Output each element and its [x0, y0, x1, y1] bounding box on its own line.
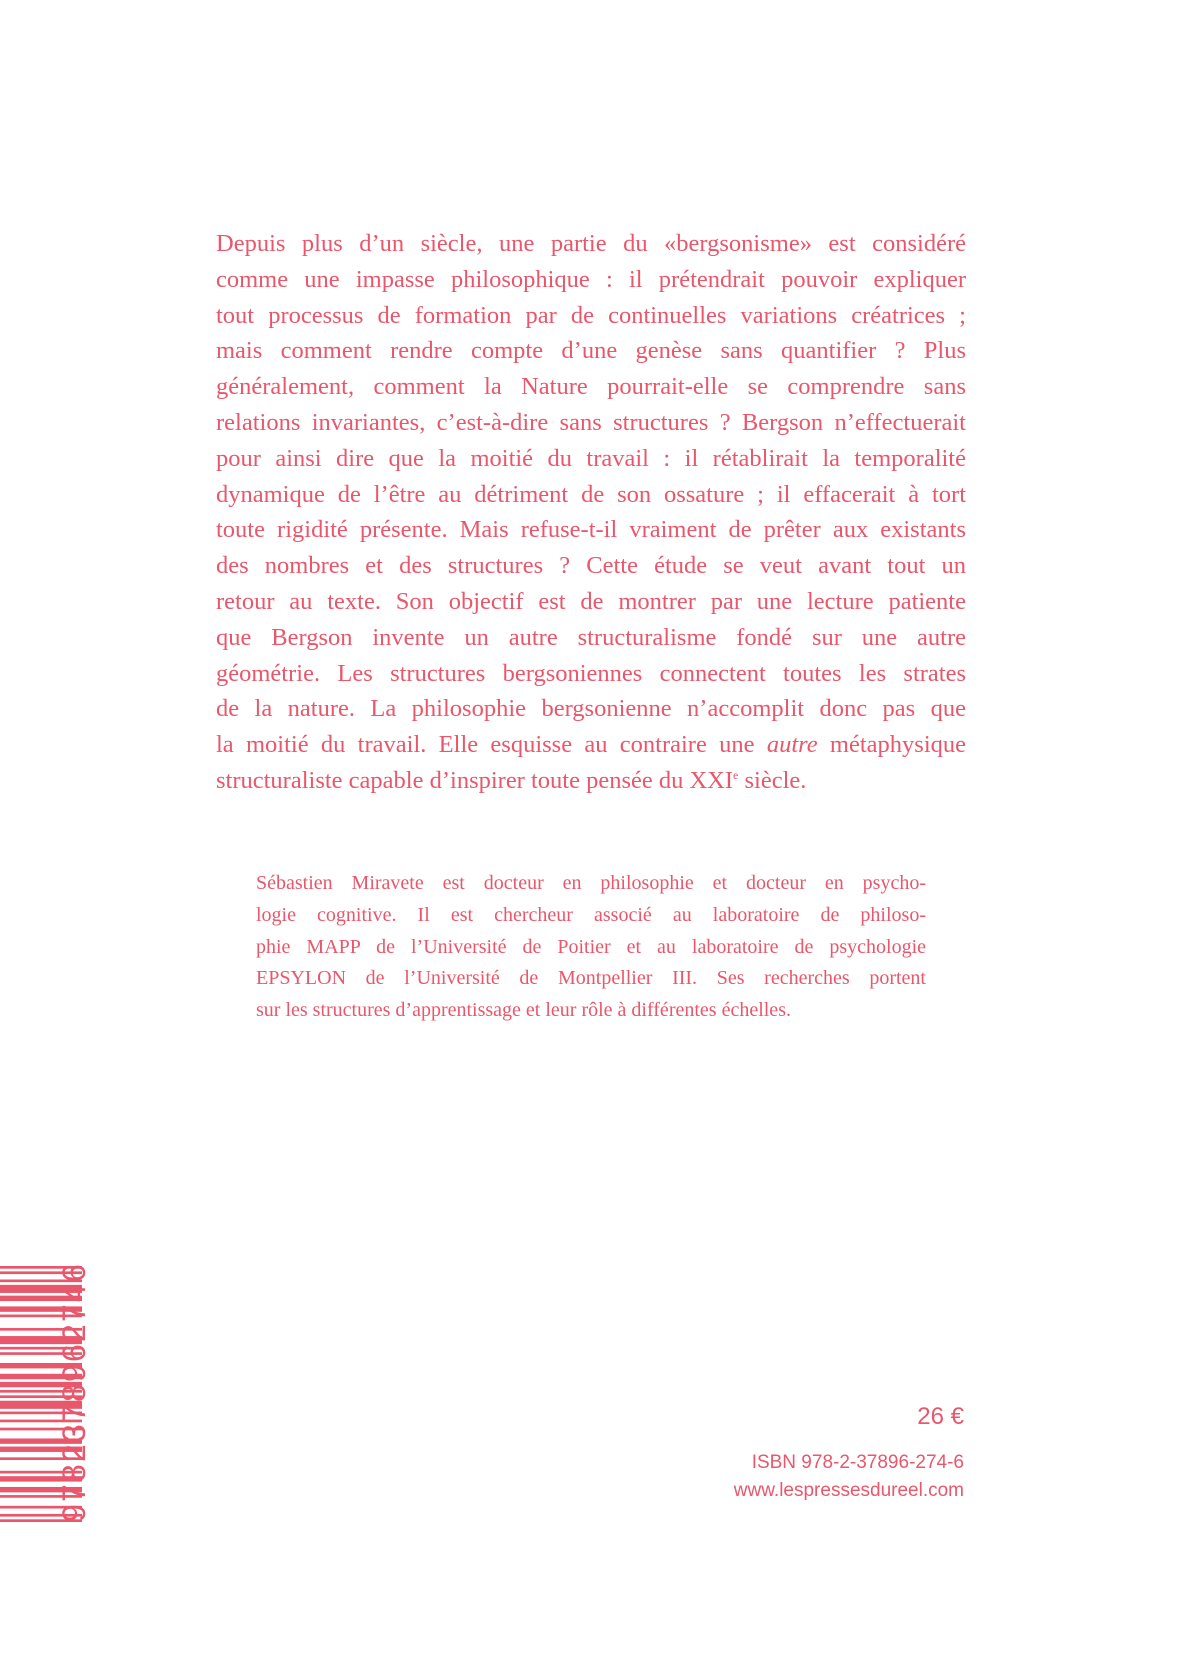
bio-line: EPSYLON de l’Université de Montpellier III. Ses recherches portent	[256, 967, 926, 990]
barcode-digits: 9782378962746	[56, 1262, 92, 1522]
bio-line: sur les structures d’apprentissage et leur rôle à différentes échelles.	[256, 999, 791, 1022]
bio-line: logie cognitive. Il est chercheur associé au laboratoire de philoso-	[256, 903, 926, 926]
summary-line: de la nature. La philosophie bergsonienne n’accomplit donc pas que	[216, 695, 966, 723]
back-cover-summary	[216, 226, 966, 799]
summary-line: relations invariantes, c’est-à-dire sans structures ? Bergson n’effectuerait	[216, 408, 966, 436]
summary-line: tout processus de formation par de continuelles variations créatrices ;	[216, 301, 966, 329]
summary-text: structuraliste capable d’inspirer toute pensée du XXI	[216, 766, 734, 794]
summary-line: Depuis plus d’un siècle, une partie du «bergsonisme» est considéré	[216, 230, 966, 257]
summary-line: pour ainsi dire que la moitié du travail : il rétablirait la temporalité	[216, 444, 966, 472]
summary-line: dynamique de l’être au détriment de son ossature ; il effacerait à tort	[216, 480, 966, 508]
isbn: ISBN 978-2-37896-274-6	[751, 1452, 964, 1473]
summary-line: mais comment rendre compte d’une genèse sans quantifier ? Plus	[216, 337, 966, 365]
price: 26 €	[917, 1403, 964, 1430]
bio-line: Sébastien Miravete est docteur en philosophie et docteur en psycho-	[256, 872, 926, 894]
summary-italic-word: autre	[766, 731, 818, 759]
summary-line	[216, 727, 966, 763]
summary-line: généralement, comment la Nature pourrait-elle se comprendre sans	[216, 373, 966, 401]
summary-line: comme une impasse philosophique : il prétendrait pouvoir expliquer	[216, 265, 966, 293]
summary-line: toute rigidité présente. Mais refuse-t-il vraiment de prêter aux existants	[216, 516, 966, 544]
summary-line: que Bergson invente un autre structuralisme fondé sur une autre	[216, 623, 966, 651]
century-superscript: e	[733, 767, 739, 782]
summary-line: retour au texte. Son objectif est de montrer par une lecture patiente	[216, 587, 966, 615]
summary-line	[216, 763, 966, 799]
publisher-website[interactable]: www.lespressesdureel.com	[733, 1480, 964, 1501]
bio-line: phie MAPP de l’Université de Poitier et au laboratoire de psychologie	[256, 935, 926, 958]
summary-line: géométrie. Les structures bergsoniennes connectent toutes les strates	[216, 659, 966, 687]
summary-text: siècle.	[738, 766, 807, 794]
summary-text: la moitié du travail. Elle esquisse au contraire une	[216, 731, 755, 759]
author-bio	[256, 868, 926, 1027]
summary-text: métaphysique	[829, 731, 966, 759]
summary-line: des nombres et des structures ? Cette étude se veut avant tout un	[216, 552, 966, 580]
